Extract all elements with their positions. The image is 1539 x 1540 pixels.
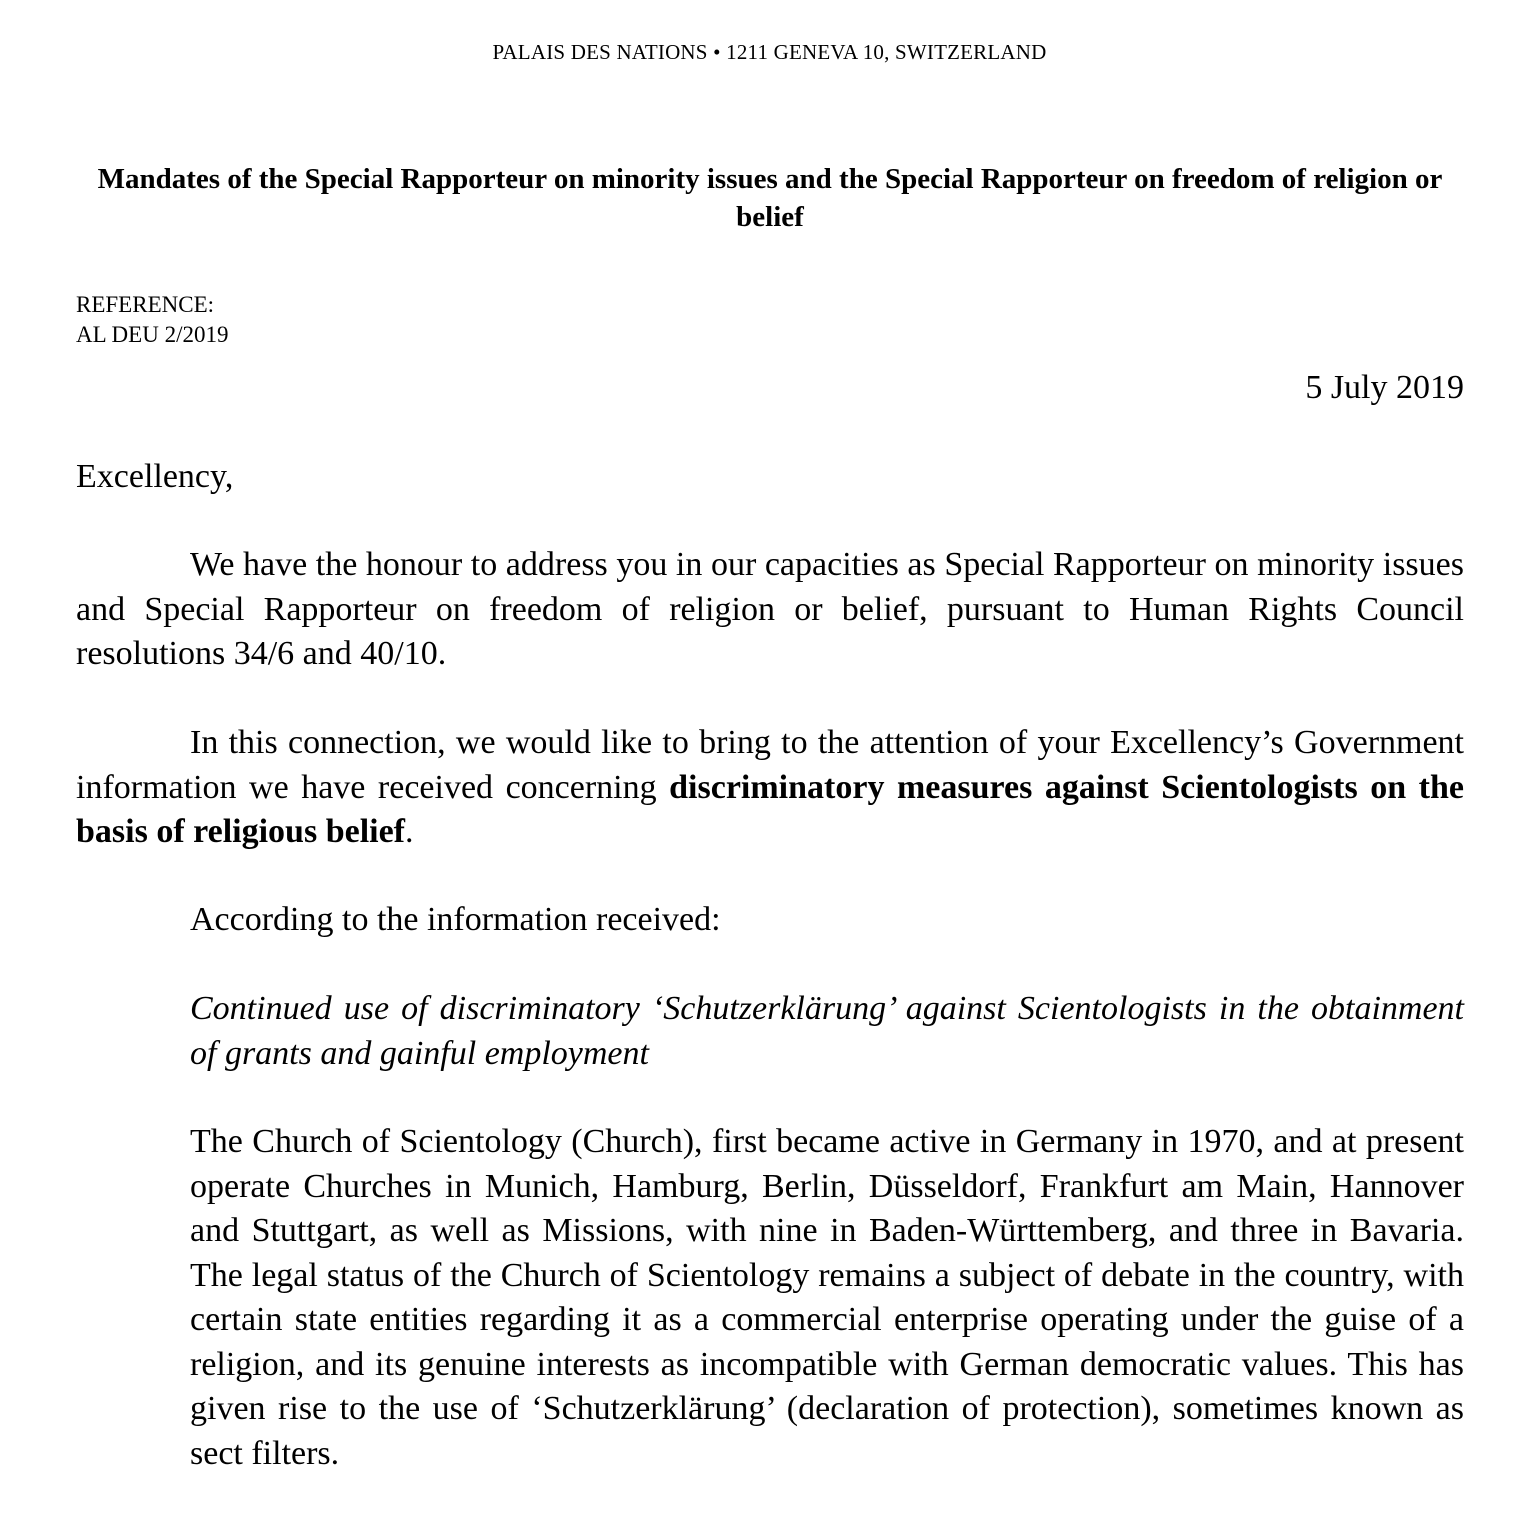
reference-block: [76, 290, 228, 350]
paragraph-connection-tail: .: [405, 813, 414, 850]
paragraph-connection-lead: In this connection, we would like to bring to the attention of your Excellency’s Government information we have received concerning: [76, 724, 1464, 806]
paragraph-connection: [76, 721, 1464, 855]
document-title: Mandates of the Special Rapporteur on minority issues and the Special Rapporteur on freedom of religion or belief: [97, 163, 1443, 233]
paragraph-connection-bold: discriminatory measures against Scientologists on the basis of religious belief: [76, 768, 1464, 850]
letterhead-address: PALAIS DES NATIONS • 1211 GENEVA 10, SWITZERLAND: [492, 40, 1047, 64]
paragraph-mandate: [76, 543, 1464, 677]
letter-date: 5 July 2019: [1305, 369, 1464, 406]
section-subheading: Continued use of discriminatory ‘Schutzerklärung’ against Scientologists in the obtainment of grants and gainful employment: [190, 990, 1464, 1072]
paragraph-mandate-text: We have the honour to address you in our capacities as Special Rapporteur on minority issues and Special Rapporteur on freedom of religion or belief, pursuant to Human Rights Council resolutions 34/6 and 40/10.: [76, 546, 1464, 672]
according-line: According to the information received:: [190, 901, 721, 938]
reference-label: REFERENCE:: [76, 292, 215, 317]
body-paragraph: The Church of Scientology (Church), first became active in Germany in 1970, and at present operate Churches in Munich, Hamburg, Berlin, Düsseldorf, Frankfurt am Main, Hannover and Stuttgart, as well as Missions, with nine in Baden-Württemberg, and three in Bavaria. The legal status of the Church of Scientology remains a subject of debate in the country, with certain state entities regarding it as a commercial enterprise operating under the guise of a religion, and its genuine interests as incompatible with German democratic values. This has given rise to the use of ‘Schutzerklärung’ (declaration of protection), sometimes known as sect filters.: [190, 1123, 1464, 1472]
salutation: Excellency,: [76, 458, 234, 495]
reference-code: AL DEU 2/2019: [76, 322, 229, 347]
